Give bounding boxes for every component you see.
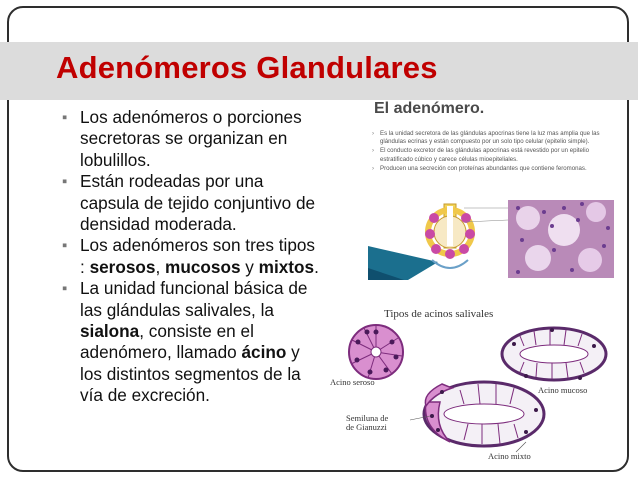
bullet-bold-term: serosos xyxy=(89,256,156,277)
bullet-icon: ▪ xyxy=(62,109,68,126)
label-acino-mucoso: Acino mucoso xyxy=(538,385,588,395)
acino-mucoso-drawing xyxy=(502,328,606,380)
bullet-bold-term: mucosos xyxy=(165,256,241,277)
adenomero-figure xyxy=(368,100,618,280)
figure-title: El adenómero. xyxy=(374,100,485,117)
acino-mixto-drawing xyxy=(410,382,544,452)
figure-point: › Producen una secreción con proteínas abundantes que contiene feromonas. xyxy=(372,165,614,173)
bullet-text: y xyxy=(240,256,259,277)
bullet-item xyxy=(62,171,324,235)
figure-point: › Es la unidad secretora de las glándulas apocrinas tiene la luz mas amplia que las glándulas ecrinas y están compuesto por un solo tipo celular (epitelio simple). xyxy=(372,130,614,146)
bullet-item xyxy=(62,235,324,278)
acinos-title: Tipos de acinos salivales xyxy=(384,308,494,320)
bullet-text: La unidad funcional básica de las glándulas salivales, la xyxy=(80,278,308,320)
bullet-text: , xyxy=(155,256,166,277)
bullet-text: Están rodeadas por una capsula de tejido conjuntivo de densidad moderada. xyxy=(80,171,316,235)
acino-seroso-drawing xyxy=(349,325,403,379)
adenomero-illustration xyxy=(368,100,618,280)
histology-photo xyxy=(508,200,614,278)
bullet-item xyxy=(62,107,324,171)
bullet-list xyxy=(62,107,324,407)
label-semiluna-gianuzzi: Semiluna de de Gianuzzi xyxy=(346,413,389,432)
bullet-text: . xyxy=(314,256,319,277)
bullet-bold-term: ácino xyxy=(241,342,287,363)
bullet-icon: ▪ xyxy=(62,237,68,255)
bullet-icon: ▪ xyxy=(62,280,68,298)
label-acino-seroso: Acino seroso xyxy=(330,377,375,387)
label-acino-mixto: Acino mixto xyxy=(488,451,531,461)
bullet-text: , consiste en el adenómero, llamado xyxy=(80,321,254,363)
bullet-text: Los adenómeros son tres tipos : xyxy=(80,235,316,277)
bullet-text: Los adenómeros o porciones secretoras se organizan en lobulillos. xyxy=(80,107,302,170)
acinos-figure xyxy=(330,302,630,467)
gland-diagram xyxy=(425,204,508,268)
bullet-icon: ▪ xyxy=(62,173,68,191)
bullet-item xyxy=(62,278,324,406)
bullet-text: y los distintos segmentos de la vía de excreción. xyxy=(80,342,301,406)
slide-title: Adenómeros Glandulares xyxy=(56,50,438,85)
bullet-bold-term: sialona xyxy=(80,321,140,342)
bullet-bold-term: mixtos xyxy=(258,256,315,277)
figure-point: › El conducto excretor de las glándulas apocrinas está revestido por un epitelio estratificado cúbico y carece células mioepiteliales. xyxy=(372,147,614,163)
